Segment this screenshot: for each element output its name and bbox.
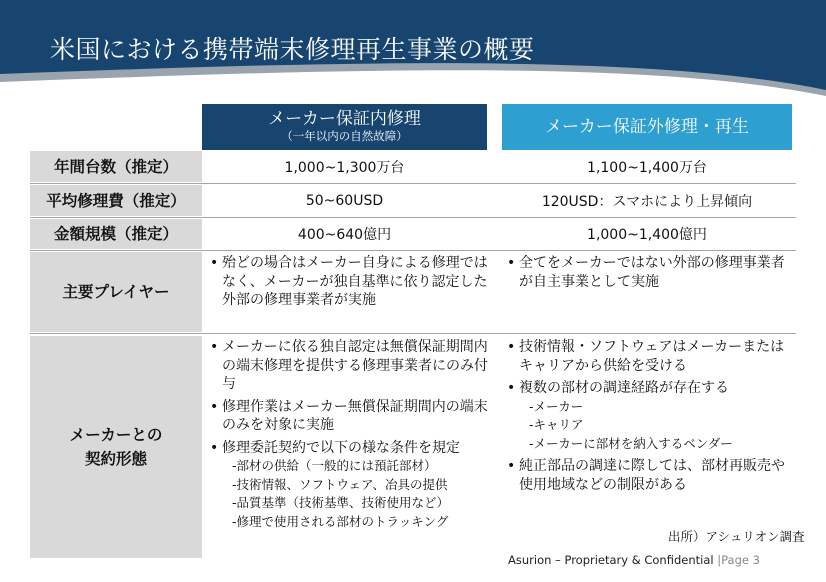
bullet-item: • 修理委託契約で以下の様な条件を規定 [210, 439, 492, 458]
sub-item: -技術情報、ソフトウェア、冶具の提供 [232, 476, 448, 492]
sub-item: -品質基準（技術基準、技術使用など） [232, 495, 450, 510]
cell-contracts-in-warranty [210, 338, 492, 531]
cell-annual-units-out-of-warranty: 1,100~1,400万台 [502, 151, 792, 182]
row-divider [30, 217, 796, 218]
column-header-in-warranty [202, 104, 487, 150]
cell-market-size-in-warranty: 400~640億円 [202, 219, 487, 249]
cell-players-in-warranty [210, 254, 492, 314]
row-label-annual-units: 年間台数（推定） [30, 151, 202, 182]
bullet-item: • 複数の部材の調達経路が存在する [507, 379, 789, 398]
row-divider [30, 183, 796, 184]
cell-players-out-of-warranty [507, 254, 789, 295]
sub-item: -キャリア [529, 417, 584, 432]
row-label-contract-line2: 契約形態 [84, 450, 147, 468]
bullet-item: • 殆どの場合はメーカー自身による修理ではなく、メーカーが独自基準に依り認定した外部の修理事業者が実施 [210, 254, 492, 310]
bullet-item: • 技術情報・ソフトウェアはメーカーまたはキャリアから供給を受ける [507, 338, 789, 375]
sub-item: -メーカーに部材を納入するベンダー [529, 435, 733, 451]
sub-item: -部材の供給（一般的には預託部材） [232, 458, 437, 473]
source-note: 出所）アシュリオン調査 [668, 529, 805, 544]
bullet-item: • メーカーに依る独自認定は無償保証期間内の端末修理を提供する修理事業者にのみ付与 [210, 338, 492, 394]
cell-contracts-out-of-warranty [507, 338, 789, 498]
column-header-out-of-warranty-title: メーカー保証外修理・再生 [545, 117, 749, 137]
row-label-main-players: 主要プレイヤー [30, 252, 202, 332]
row-divider [30, 333, 796, 334]
bullet-item: • 修理作業はメーカー無償保証期間内の端末のみを対象に実施 [210, 398, 492, 435]
sub-item: -修理で使用される部材のトラッキング [232, 513, 449, 529]
row-label-contract-type [30, 336, 202, 558]
footer-company: Asurion – Proprietary & Confidential [508, 553, 714, 567]
bullet-item: • 全てをメーカーではない外部の修理事業者が自主事業として実施 [507, 254, 789, 291]
row-label-contract-line1: メーカーとの [69, 426, 163, 444]
row-divider [30, 250, 796, 251]
row-label-market-size: 金額規模（推定） [30, 219, 202, 249]
column-header-in-warranty-title: メーカー保証内修理 [268, 109, 421, 129]
page-number: |Page 3 [717, 553, 760, 567]
sub-item: -メーカー [529, 398, 584, 414]
cell-market-size-out-of-warranty: 1,000~1,400億円 [502, 219, 792, 249]
cell-avg-cost-out-of-warranty: 120USD：スマホにより上昇傾向 [502, 185, 792, 216]
column-header-out-of-warranty [502, 104, 792, 150]
bullet-item: • 純正部品の調達に際しては、部材再販売や使用地域などの制限がある [507, 457, 789, 494]
footer [508, 553, 760, 567]
cell-avg-cost-in-warranty: 50~60USD [202, 185, 487, 216]
column-header-in-warranty-subtitle: （一年以内の自然故障） [281, 129, 408, 143]
slide-title: 米国における携帯端末修理再生事業の概要 [50, 35, 535, 64]
cell-annual-units-in-warranty: 1,000~1,300万台 [202, 151, 487, 182]
row-label-avg-repair-cost: 平均修理費（推定） [30, 185, 202, 216]
